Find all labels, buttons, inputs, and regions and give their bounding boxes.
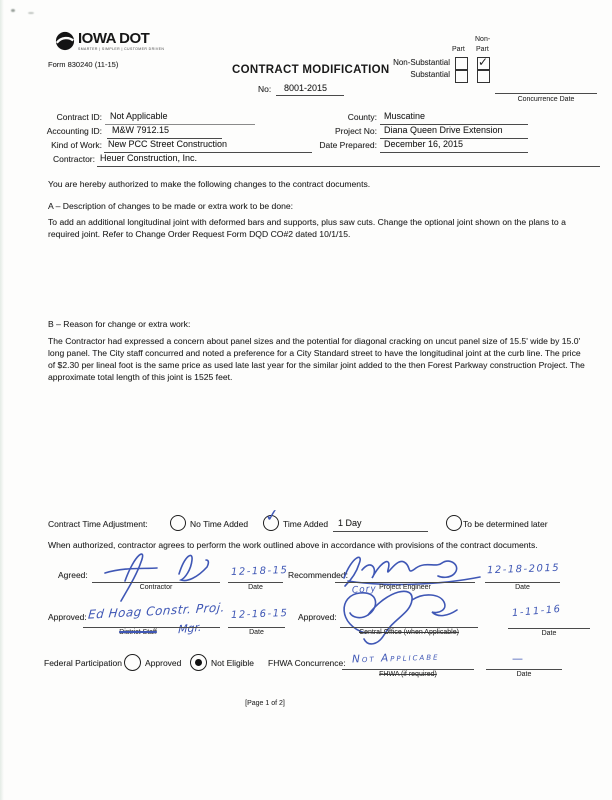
date-line-label: Date <box>516 671 532 678</box>
recommended-date-value: 12-18-2015 <box>486 562 561 577</box>
logo-tagline: SMARTER | SIMPLER | CUSTOMER DRIVEN <box>78 47 165 51</box>
time-added-checkmark: ✓ <box>263 505 281 527</box>
section-b-text: The Contractor had expressed a concern about panel sizes and the potential for diagonal cracking on uncut panel size of 15.5' wide by 15.0' long panel. The City staff concurred and noted a preference for a City Standard street to have the longitudinal joint at the curb line. The price of $2.30 per lineal foot is the same price as used late last year for the similar joint added to the then Forest Parkway construction Project. The approximate total length of this joint is 1525 feet. <box>48 336 585 382</box>
field-value-county: Muscatine <box>384 111 426 121</box>
federal-participation-label: Federal Participation <box>44 658 122 668</box>
field-label-county: County: <box>347 112 377 122</box>
mod-number-value: 8001-2015 <box>284 83 328 93</box>
contractor-line-label: Contractor <box>139 584 173 591</box>
field-label-contractor: Contractor: <box>52 154 95 164</box>
logo-text: IOWA DOT <box>78 30 150 47</box>
section-a-heading: A – Description of changes to be made or extra work to be done: <box>48 201 294 211</box>
section-a-text: To add an additional longitudinal joint with deformed bars and supports, plus saw cuts. Change the optional joint shown on the plans to a required joint. Refer to Change Order Request Form DQD CO#2 dated 10/1/15. <box>48 217 566 239</box>
radio-not-eligible <box>190 654 207 671</box>
page-number: [Page 1 of 2] <box>245 700 285 707</box>
date-line-label: Date <box>248 584 263 591</box>
checkbox-substantial-part <box>455 70 468 83</box>
fhwa-line-label: FHWA (if required) <box>379 671 437 678</box>
approved-left-handwriting2: Mgr. <box>177 620 202 637</box>
radio-selected-dot <box>195 659 202 666</box>
field-value-date-prepared: December 16, 2015 <box>384 139 464 149</box>
field-label-date-prepared: Date Prepared: <box>319 140 377 150</box>
agreement-text: When authorized, contractor agrees to perform the work outlined above in accordance with provisions of the contract documents. <box>48 540 538 550</box>
tbd-later-label: To be determined later <box>463 519 548 529</box>
district-line-label: District Staff <box>119 629 157 636</box>
checkbox-substantial-non-part <box>477 70 490 83</box>
time-adjustment-label: Contract Time Adjustment: <box>48 519 148 529</box>
federal-approved-label: Approved <box>145 658 182 668</box>
radio-tbd-later <box>446 515 462 531</box>
approved-left-handwriting: Ed Hoag Constr. Proj. <box>87 600 226 622</box>
recommended-date-line <box>485 581 560 583</box>
field-value-project-no: Diana Queen Drive Extension <box>384 125 503 135</box>
mod-number-underline <box>276 94 344 96</box>
agreed-date-line <box>228 581 283 583</box>
date-line-label: Date <box>541 630 557 637</box>
part-header: Part <box>452 46 465 53</box>
field-underline <box>380 151 528 153</box>
field-value-contractor: Heuer Construction, Inc. <box>100 153 198 163</box>
checkbox-non-substantial-non-part <box>477 57 490 70</box>
engineer-signature-line <box>335 581 475 583</box>
doc-title: CONTRACT MODIFICATION <box>232 64 390 76</box>
iowa-dot-logo-icon <box>55 31 75 51</box>
checkmark: ✓ <box>478 55 489 69</box>
iowa-dot-logo <box>55 30 164 51</box>
agreed-date-value: 12-18-15 <box>230 565 289 578</box>
scan-artifact <box>28 12 34 14</box>
mod-number-label: No: <box>258 84 272 94</box>
field-label-contract-id: Contract ID: <box>56 112 102 122</box>
fhwa-date-dash: — <box>512 652 523 665</box>
radio-federal-approved <box>124 654 141 671</box>
central-office-line-label: Central Office (when Applicable) <box>359 629 459 636</box>
engineer-line-label: Project Engineer <box>379 584 431 591</box>
form-number: Form 830240 (11-15) <box>48 60 119 69</box>
fhwa-date-line <box>486 668 562 670</box>
time-added-value: 1 Day <box>338 518 362 528</box>
fhwa-handwritten-value: Not Applicabe <box>351 650 440 666</box>
concurrence-date-label: Concurrence Date <box>517 96 575 103</box>
fhwa-line <box>342 668 474 670</box>
field-value-accounting-id: M&W 7912.15 <box>112 125 170 135</box>
approved-left-date-line <box>228 626 285 628</box>
date-line-label: Date <box>249 629 264 636</box>
section-b-heading: B – Reason for change or extra work: <box>48 319 191 329</box>
no-time-added-label: No Time Added <box>190 519 249 529</box>
concurrence-date-line <box>495 92 597 94</box>
field-underline <box>97 165 600 167</box>
not-eligible-label: Not Eligible <box>211 658 254 668</box>
scan-artifact <box>11 9 15 12</box>
contractor-signature-line <box>92 581 220 583</box>
recommended-note: Cory <box>351 584 378 596</box>
agreed-label: Agreed: <box>58 570 88 580</box>
field-label-kind-of-work: Kind of Work: <box>51 140 102 150</box>
field-value-kind-of-work: New PCC Street Construction <box>108 139 228 149</box>
checkbox-non-substantial-part <box>455 57 468 70</box>
non-part-header-line2: Part <box>476 46 489 53</box>
district-signature-line <box>83 626 220 628</box>
approved-right-date-value: 1-11-16 <box>511 603 562 620</box>
central-office-signature <box>330 585 465 648</box>
row-label-non-substantial: Non-Substantial <box>393 58 450 67</box>
row-label-substantial: Substantial <box>410 70 450 79</box>
radio-no-time-added <box>170 515 186 531</box>
approved-right-date-line <box>508 627 590 629</box>
non-part-header-line1: Non- <box>475 36 491 43</box>
time-added-label: Time Added <box>283 519 329 529</box>
approved-right-label: Approved: <box>298 612 337 622</box>
date-line-label: Date <box>515 584 530 591</box>
field-value-contract-id: Not Applicable <box>110 111 168 121</box>
field-label-accounting-id: Accounting ID: <box>46 126 102 136</box>
central-office-line <box>340 626 478 628</box>
field-label-project-no: Project No: <box>334 126 377 136</box>
recommended-label: Recommended: <box>288 570 349 580</box>
approved-left-date-value: 12-16-15 <box>230 608 289 621</box>
approved-left-label: Approved: <box>48 612 87 622</box>
authorization-text: You are hereby authorized to make the following changes to the contract documents. <box>48 179 371 189</box>
time-added-underline <box>333 530 428 532</box>
fhwa-concurrence-label: FHWA Concurrence: <box>268 658 346 668</box>
